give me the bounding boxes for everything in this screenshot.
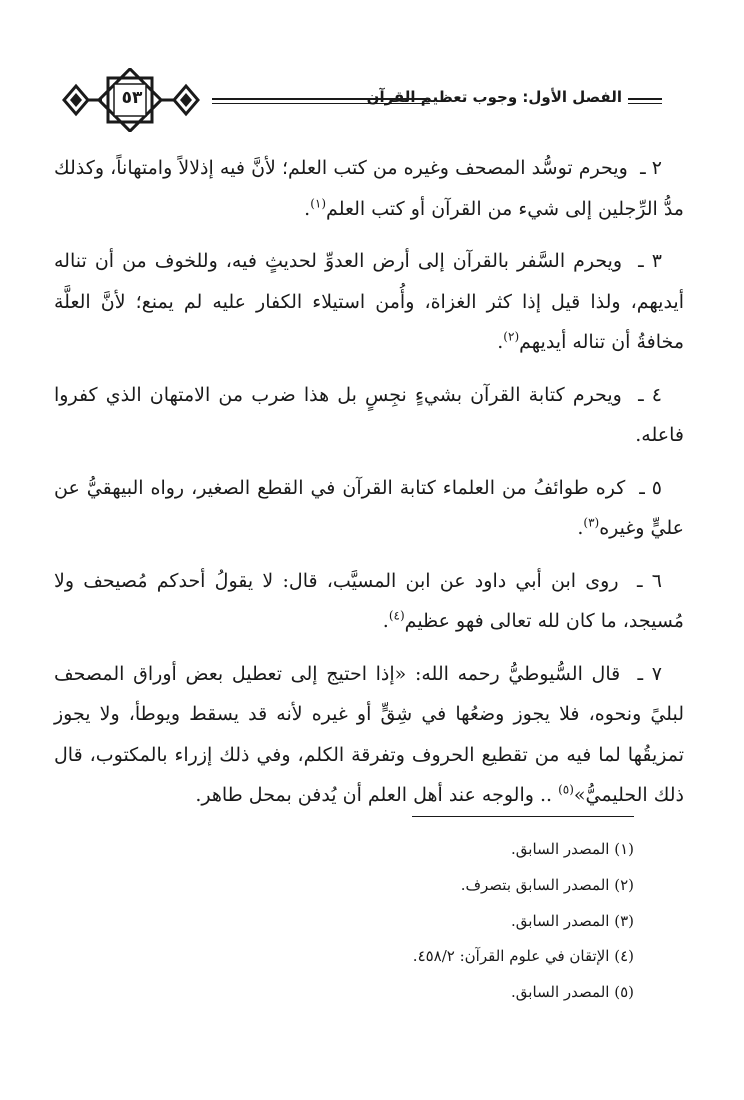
paragraph-tail: .. والوجه عند أهل العلم أن يُدفن بمحل طاهر. <box>195 784 559 806</box>
paragraph-tail: . <box>382 610 389 632</box>
paragraph <box>54 561 684 642</box>
paragraph-text: قال السُّيوطيُّ رحمه الله: «إذا احتيج إلى تعطيل بعض أوراق المصحف لبليً ونحوه، فلا يجوز وضعُها في شِقٍّ أو غيره لأنه قد يسقط ويوطأ، ولا يجوز تمزيقُها لما فيه من تقطيع الحروف وتفرقة الكلم، وفي ذلك إزراء بالمكتوب، قال ذلك الحليميُّ» <box>54 662 684 806</box>
page-number: ٥٣ <box>121 88 143 108</box>
footnote-ref: (٢) <box>503 329 520 344</box>
header-rule <box>628 103 662 104</box>
paragraph-text: كره طوائفُ من العلماء كتابة القرآن في القطع الصغير، رواه البيهقيُّ عن عليٍّ وغيره <box>54 476 684 539</box>
paragraph-tail: . <box>497 331 504 353</box>
paragraph-text: ويحرم كتابة القرآن بشيءٍ نجِسٍ بل هذا ضرب من الامتهان الذي كفروا فاعله. <box>54 383 684 446</box>
paragraph <box>54 241 684 363</box>
item-number: ٤ ـ <box>638 383 662 406</box>
paragraph <box>54 468 684 549</box>
paragraph <box>54 654 684 816</box>
footnote-ref: (٤) <box>388 608 405 623</box>
paragraph-text: ويحرم توسُّد المصحف وغيره من كتب العلم؛ لأنَّ فيه إذلالاً وامتهاناً، وكذلك مدُّ الرِّجلين إلى شيء من القرآن أو كتب العلم <box>54 157 684 220</box>
footnotes <box>114 832 634 1011</box>
footnote-ref: (١) <box>310 196 327 211</box>
paragraph-text: روى ابن أبي داود عن ابن المسيَّب، قال: لا يقولُ أحدكم مُصيحف ولا مُسيجد، ما كان لله تعالى فهو عظيم <box>54 569 684 632</box>
paragraph <box>54 148 684 229</box>
page-header <box>62 68 662 132</box>
footnote: (٢) المصدر السابق بتصرف. <box>460 875 634 894</box>
item-number: ٢ ـ <box>640 157 662 179</box>
paragraph-tail: . <box>577 517 584 539</box>
paragraph <box>54 375 684 456</box>
body-text <box>54 148 684 828</box>
item-number: ٣ ـ <box>638 250 662 272</box>
footnote: (٣) المصدر السابق. <box>511 911 634 930</box>
item-number: ٦ ـ <box>636 569 662 592</box>
footnote-separator <box>412 816 634 817</box>
footnote: (٤) الإتقان في علوم القرآن: ٤٥٨/٢. <box>412 947 634 966</box>
paragraph-tail: . <box>304 197 311 220</box>
footnote: (١) المصدر السابق. <box>511 840 634 858</box>
header-rule <box>628 98 662 100</box>
item-number: ٥ ـ <box>639 476 662 499</box>
paragraph-text: ويحرم السَّفر بالقرآن إلى أرض العدوِّ لحديثٍ فيه، وللخوف من أن تناله أيديهم، ولذا قيل إذا كثر الغزاة، وأُمن استيلاء الكفار عليه لم يمنع؛ لأنَّ العلَّة مخافةُ أن تناله أيديهم <box>54 250 684 353</box>
item-number: ٧ ـ <box>637 662 662 685</box>
footnote: (٥) المصدر السابق. <box>511 983 634 1002</box>
chapter-title: الفصل الأول: وجوب تعظيم القرآن <box>366 88 622 106</box>
footnote-ref: (٥) <box>558 782 574 797</box>
footnote-ref: (٣) <box>583 515 600 530</box>
